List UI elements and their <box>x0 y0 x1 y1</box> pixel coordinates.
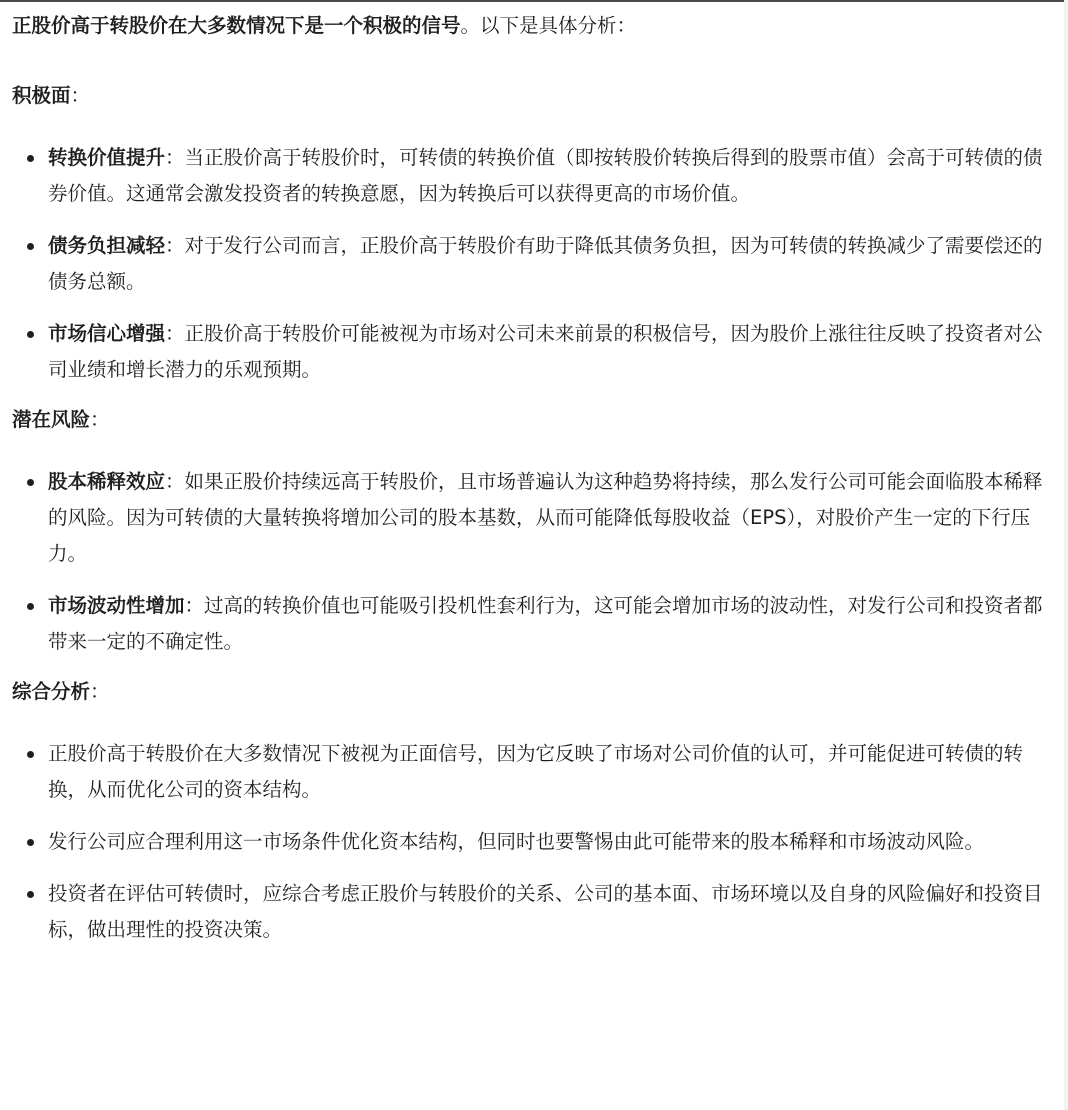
list-item-text: ：当正股价高于转股价时，可转债的转换价值（即按转股价转换后得到的股票市值）会高于可转债的债券价值。这通常会激发投资者的转换意愿，因为转换后可以获得更高的市场价值。 <box>48 146 1043 205</box>
list-item-term: 转换价值提升 <box>48 146 166 169</box>
heading-colon: ： <box>70 84 91 107</box>
heading-colon: ： <box>90 408 110 431</box>
heading-colon: ： <box>90 680 110 703</box>
bullet-icon <box>27 751 34 758</box>
list-item-term: 债务负担减轻 <box>48 234 166 257</box>
positive-list <box>12 140 1058 388</box>
list-item <box>12 464 1058 572</box>
list-item <box>12 588 1058 660</box>
intro-bold: 正股价高于转股价在大多数情况下是一个积极的信号 <box>12 14 461 37</box>
bullet-icon <box>27 155 34 162</box>
risks-list <box>12 464 1058 660</box>
bullet-icon <box>27 243 34 250</box>
list-item-text: 正股价高于转股价在大多数情况下被视为正面信号，因为它反映了市场对公司价值的认可，并可能促进可转债的转换，从而优化公司的资本结构。 <box>48 742 1024 801</box>
list-item <box>12 736 1058 808</box>
bullet-icon <box>27 479 34 486</box>
heading-positive <box>12 78 1058 114</box>
summary-list <box>12 736 1058 948</box>
heading-summary <box>12 674 1058 710</box>
list-item-text: ：如果正股价持续远高于转股价，且市场普遍认为这种趋势将持续，那么发行公司可能会面临股本稀释的风险。因为可转债的大量转换将增加公司的股本基数，从而可能降低每股收益（EPS），对股价产生一定的下行压力。 <box>48 470 1043 565</box>
top-border <box>0 0 1068 2</box>
heading-risks-text: 潜在风险 <box>12 408 91 431</box>
list-item <box>12 228 1058 300</box>
bullet-icon <box>27 891 34 898</box>
list-item-text: 投资者在评估可转债时，应综合考虑正股价与转股价的关系、公司的基本面、市场环境以及自身的风险偏好和投资目标，做出理性的投资决策。 <box>48 882 1043 941</box>
list-item-term: 市场信心增强 <box>48 322 166 345</box>
heading-summary-text: 综合分析 <box>12 680 91 703</box>
list-item-term: 市场波动性增加 <box>48 594 185 617</box>
bullet-icon <box>27 331 34 338</box>
list-item-text: 发行公司应合理利用这一市场条件优化资本结构，但同时也要警惕由此可能带来的股本稀释和市场波动风险。 <box>48 830 985 853</box>
list-item <box>12 824 1058 860</box>
bullet-icon <box>27 839 34 846</box>
list-item-term: 股本稀释效应 <box>48 470 166 493</box>
list-item-text: ：正股价高于转股价可能被视为市场对公司未来前景的积极信号，因为股价上涨往往反映了投资者对公司业绩和增长潜力的乐观预期。 <box>48 322 1043 381</box>
list-item-text: ：过高的转换价值也可能吸引投机性套利行为，这可能会增加市场的波动性，对发行公司和投资者都带来一定的不确定性。 <box>48 594 1043 653</box>
heading-positive-text: 积极面 <box>12 84 71 107</box>
heading-risks <box>12 402 1058 438</box>
bullet-icon <box>27 603 34 610</box>
list-item-text: ：对于发行公司而言，正股价高于转股价有助于降低其债务负担，因为可转债的转换减少了需要偿还的债务总额。 <box>48 234 1043 293</box>
intro-rest: 。以下是具体分析： <box>460 14 637 37</box>
list-item <box>12 876 1058 948</box>
list-item <box>12 316 1058 388</box>
scrollbar-track[interactable] <box>1064 0 1068 1110</box>
answer-content <box>12 8 1058 948</box>
intro-paragraph <box>12 8 1058 48</box>
list-item <box>12 140 1058 212</box>
